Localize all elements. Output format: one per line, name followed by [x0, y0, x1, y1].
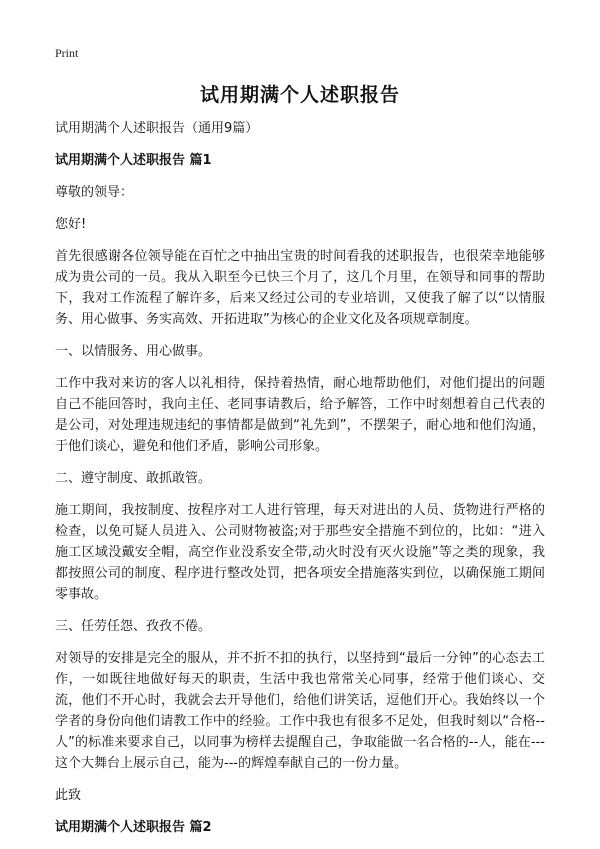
- article-heading-2: 试用期满个人述职报告 篇2: [55, 820, 212, 835]
- section-body-1: 工作中我对来访的客人以礼相待，保持着热情，耐心地帮助他们，对他们提出的问题自己不能回答时，我向主任、老同事请教后，给予解答，工作中时刻想着自己代表的是公司，对处理违规违纪的事情都是做到“礼先到”，不摆架子，耐心地和他们沟通，于他们谈心，避免和他们矛盾，影响公司形象。: [55, 376, 545, 454]
- print-link[interactable]: Print: [55, 46, 79, 60]
- greeting: 您好!: [55, 217, 87, 232]
- document-subtitle: 试用期满个人述职报告（通用9篇）: [55, 121, 259, 136]
- closing-line: 此致: [55, 788, 82, 803]
- intro-paragraph: 首先很感谢各位领导能在百忙之中抽出宝贵的时间看我的述职报告，也很荣幸地能够成为贵公司的一员。我从入职至今已快三个月了，这几个月里，在领导和同事的帮助下，我对工作流程了解许多，后来又经过公司的专业培训，又使我了解了以“以情服务、用心做事、务实高效、开拓进取”为核心的企业文化及各项规章制度。: [55, 249, 545, 327]
- page-title: 试用期满个人述职报告: [199, 84, 400, 106]
- salutation: 尊敬的领导：: [55, 185, 134, 200]
- section-heading-3: 三、任劳任怨、孜孜不倦。: [55, 619, 212, 634]
- article-heading-1: 试用期满个人述职报告 篇1: [55, 153, 212, 168]
- section-body-2: 施工期间，我按制度、按程序对工人进行管理，每天对进出的人员、货物进行严格的检查，以免可疑人员进入、公司财物被盗;对于那些安全措施不到位的，比如：“进入施工区域没戴安全帽，高空作业没系安全带,动火时没有灭火设施”等之类的现象，我都按照公司的制度、程序进行整改处罚，把各项安全措施落实到位，以确保施工期间零事故。: [55, 503, 545, 602]
- section-heading-1: 一、以情服务、用心做事。: [55, 344, 212, 359]
- section-body-3: 对领导的安排是完全的服从，并不折不扣的执行，以坚持到“最后一分钟”的心态去工作，一如既往地做好每天的职责，生活中我也常常关心同事，经常于他们谈心、交流，他们不开心时，我就会去开导他们，给他们讲笑话，逗他们开心。我始终以一个学者的身份向他们请教工作中的经验。工作中我也有很多不足处，但我时刻以“合格--人”的标准来要求自己，以同事为榜样去提醒自己，争取能做一名合格的--人，能在---这个大舞台上展示自己，能为---的辉煌奉献自己的一份力量。: [55, 651, 545, 771]
- document-body: [55, 118, 545, 849]
- section-heading-2: 二、遵守制度、敢抓敢管。: [55, 471, 212, 486]
